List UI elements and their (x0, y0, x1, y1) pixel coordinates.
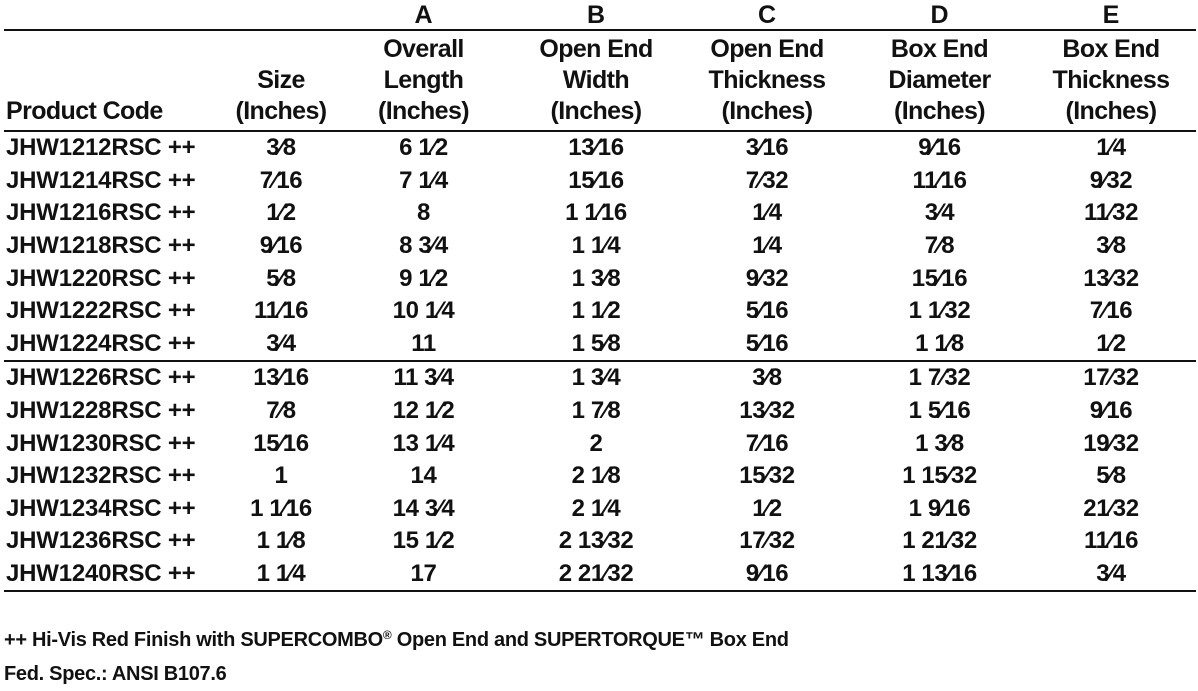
header-line: (Inches) (721, 97, 813, 125)
cell-box-end-diameter: 1 7⁄32 (853, 361, 1026, 395)
cell-product-code: JHW1222RSC ++ (6, 297, 196, 325)
cell-box-end-thickness: 3⁄4 (1026, 558, 1196, 592)
column-letter-e: E (1102, 1, 1120, 29)
cell-open-end-thickness: 1⁄4 (752, 232, 782, 260)
cell-box-end-thickness: 11⁄16 (1083, 527, 1139, 555)
table-row (4, 295, 1196, 328)
table-row (4, 427, 1196, 460)
column-letter (4, 2, 226, 30)
header-line: (Inches) (1065, 97, 1157, 125)
table-row (4, 493, 1196, 526)
registered-mark: ® (382, 628, 392, 642)
cell-open-end-thickness: 17⁄32 (739, 527, 795, 555)
cell-size: 9⁄16 (259, 232, 303, 260)
cell-box-end-thickness: 11⁄32 (1083, 199, 1139, 227)
cell-product-code: JHW1236RSC ++ (6, 527, 196, 555)
finish-note (4, 618, 789, 657)
cell-size: 1 1⁄8 (256, 527, 306, 555)
cell-product-code: JHW1224RSC ++ (6, 329, 196, 357)
cell-overall-length: 17 (336, 558, 511, 592)
cell-open-end-thickness: 1⁄2 (752, 494, 782, 522)
column-letter-row (4, 2, 1196, 30)
cell-box-end-diameter: 1 1⁄32 (908, 297, 971, 325)
cell-open-end-thickness: 3⁄16 (745, 134, 789, 162)
cell-size: 3⁄8 (266, 134, 296, 162)
cell-product-code: JHW1228RSC ++ (6, 397, 196, 425)
header-overall-length (336, 30, 511, 131)
cell-open-end-thickness: 5⁄16 (745, 297, 789, 325)
column-letter-b: B (586, 1, 606, 29)
cell-overall-length: 15 1⁄2 (392, 527, 455, 555)
cell-size: 7⁄16 (259, 166, 303, 194)
cell-open-end-width: 1 7⁄8 (571, 397, 621, 425)
cell-product-code: JHW1230RSC ++ (6, 429, 196, 457)
header-line: Product Code (6, 97, 163, 125)
cell-size: 13⁄16 (226, 361, 336, 395)
header-line: Width (562, 66, 630, 94)
cell-box-end-thickness: 7⁄16 (1089, 297, 1133, 325)
table-row (4, 197, 1196, 230)
finish-note-text-end: Open End and SUPERTORQUE™ Box End (391, 629, 789, 651)
cell-size: 1 1⁄16 (250, 494, 312, 522)
cell-product-code: JHW1234RSC ++ (6, 494, 196, 522)
cell-open-end-thickness: 3⁄8 (681, 361, 853, 395)
cell-box-end-thickness: 9⁄16 (1089, 397, 1133, 425)
header-line: Length (383, 66, 464, 94)
cell-overall-length: 8 (417, 199, 430, 227)
cell-open-end-thickness: 7⁄32 (745, 166, 789, 194)
finish-note-text: ++ Hi-Vis Red Finish with SUPERCOMBO (4, 629, 383, 651)
column-letter-c: C (757, 1, 777, 29)
header-line: (Inches) (893, 97, 986, 125)
cell-box-end-diameter: 1 1⁄8 (915, 329, 964, 357)
table-body (4, 131, 1196, 591)
cell-open-end-width: 2 13⁄32 (558, 527, 634, 555)
header-line: Size (257, 66, 305, 94)
cell-overall-length: 14 (410, 462, 437, 490)
wrench-spec-table (4, 2, 1196, 592)
cell-size: 3⁄4 (266, 329, 296, 357)
cell-overall-length: 12 1⁄2 (392, 397, 455, 425)
cell-open-end-width: 2 1⁄8 (571, 462, 621, 490)
cell-open-end-thickness: 15⁄32 (739, 462, 795, 490)
cell-open-end-thickness: 13⁄32 (739, 397, 795, 425)
cell-box-end-thickness: 9⁄32 (1089, 166, 1133, 194)
header-line: Thickness (1052, 66, 1170, 94)
header-line: Overall (383, 35, 464, 63)
header-open-end-thickness (681, 30, 853, 131)
cell-box-end-thickness: 19⁄32 (1083, 429, 1139, 457)
header-line: Box End (1062, 35, 1160, 63)
header-line: Box End (890, 35, 989, 63)
cell-product-code: JHW1232RSC ++ (6, 462, 196, 490)
cell-open-end-width: 1 3⁄8 (571, 264, 621, 292)
cell-open-end-width: 2 (589, 429, 603, 457)
cell-size: 7⁄8 (266, 397, 296, 425)
footnotes (4, 618, 789, 691)
header-line: (Inches) (550, 97, 642, 125)
cell-open-end-width: 1 1⁄4 (571, 232, 621, 260)
cell-open-end-thickness: 1⁄4 (752, 199, 782, 227)
cell-box-end-thickness: 5⁄8 (1096, 462, 1126, 490)
cell-open-end-thickness: 9⁄16 (681, 558, 853, 592)
table-row (4, 395, 1196, 428)
cell-box-end-diameter: 15⁄16 (911, 264, 968, 292)
header-line: Open End (710, 35, 824, 63)
column-letter (226, 2, 336, 30)
cell-overall-length: 9 1⁄2 (399, 264, 448, 292)
header-line: Thickness (708, 66, 826, 94)
table-row (4, 328, 1196, 362)
column-letter-d: D (930, 1, 949, 29)
cell-product-code: JHW1216RSC ++ (6, 199, 196, 227)
cell-size: 1 (274, 462, 288, 490)
cell-overall-length: 10 1⁄4 (392, 297, 455, 325)
table-row (4, 262, 1196, 295)
cell-open-end-width: 1 5⁄8 (571, 329, 621, 357)
cell-overall-length: 13 1⁄4 (392, 429, 455, 457)
cell-overall-length: 14 3⁄4 (392, 494, 455, 522)
header-line: (Inches) (235, 97, 327, 125)
cell-box-end-diameter: 1 5⁄16 (908, 397, 971, 425)
cell-box-end-diameter: 1 3⁄8 (915, 429, 964, 457)
header-line: (Inches) (377, 97, 470, 125)
cell-product-code: JHW1220RSC ++ (6, 264, 196, 292)
cell-open-end-thickness: 5⁄16 (745, 329, 789, 357)
cell-open-end-width: 1 3⁄4 (511, 361, 681, 395)
cell-box-end-diameter: 1 21⁄32 (902, 527, 977, 555)
cell-box-end-diameter: 7⁄8 (924, 232, 955, 260)
table-row (4, 165, 1196, 198)
cell-overall-length: 11 3⁄4 (336, 361, 511, 395)
cell-open-end-width: 2 21⁄32 (511, 558, 681, 592)
cell-size: 11⁄16 (253, 297, 309, 325)
table-row (4, 460, 1196, 493)
cell-overall-length: 11 (411, 329, 436, 357)
header-open-end-width (511, 30, 681, 131)
cell-open-end-width: 1 1⁄16 (565, 199, 627, 227)
table-row (4, 525, 1196, 558)
cell-overall-length: 7 1⁄4 (399, 166, 448, 194)
table-row (4, 361, 1196, 395)
cell-product-code: JHW1212RSC ++ (6, 134, 196, 162)
cell-open-end-thickness: 9⁄32 (745, 264, 789, 292)
cell-box-end-diameter: 1 15⁄32 (902, 462, 977, 490)
cell-size: 5⁄8 (266, 264, 296, 292)
column-letter-a: A (414, 1, 433, 29)
header-box-end-thickness (1026, 30, 1196, 131)
fed-spec-note: Fed. Spec.: ANSI B107.6 (4, 663, 227, 685)
cell-product-code: JHW1240RSC ++ (4, 558, 226, 592)
table-row (4, 230, 1196, 263)
cell-overall-length: 8 3⁄4 (399, 232, 448, 260)
cell-size: 1⁄2 (266, 199, 296, 227)
cell-size: 1 1⁄4 (226, 558, 336, 592)
table-row (4, 558, 1196, 592)
cell-box-end-thickness: 3⁄8 (1096, 232, 1126, 260)
cell-box-end-diameter: 9⁄16 (918, 134, 961, 162)
cell-box-end-thickness: 1⁄2 (1096, 329, 1126, 357)
header-box-end-diameter (853, 30, 1026, 131)
cell-box-end-thickness: 17⁄32 (1026, 361, 1196, 395)
cell-box-end-thickness: 1⁄4 (1096, 134, 1126, 162)
cell-box-end-thickness: 21⁄32 (1083, 494, 1139, 522)
header-product-code (4, 30, 226, 131)
cell-open-end-thickness: 7⁄16 (745, 429, 789, 457)
cell-open-end-width: 13⁄16 (568, 134, 624, 162)
cell-box-end-diameter: 11⁄16 (912, 166, 967, 194)
cell-size: 15⁄16 (253, 429, 309, 457)
cell-open-end-width: 15⁄16 (568, 166, 624, 194)
cell-box-end-diameter: 1 9⁄16 (908, 494, 971, 522)
cell-open-end-width: 1 1⁄2 (571, 297, 621, 325)
cell-overall-length: 6 1⁄2 (399, 134, 448, 162)
cell-box-end-diameter: 1 13⁄16 (853, 558, 1026, 592)
header-size (226, 30, 336, 131)
cell-product-code: JHW1214RSC ++ (6, 166, 196, 194)
cell-open-end-width: 2 1⁄4 (571, 494, 621, 522)
table-row (4, 131, 1196, 165)
cell-product-code: JHW1218RSC ++ (6, 232, 196, 260)
header-line: Diameter (888, 66, 991, 94)
cell-product-code: JHW1226RSC ++ (4, 361, 226, 395)
header-line: Open End (539, 35, 653, 63)
cell-box-end-diameter: 3⁄4 (924, 199, 955, 227)
column-header-row (4, 30, 1196, 131)
cell-box-end-thickness: 13⁄32 (1083, 264, 1139, 292)
